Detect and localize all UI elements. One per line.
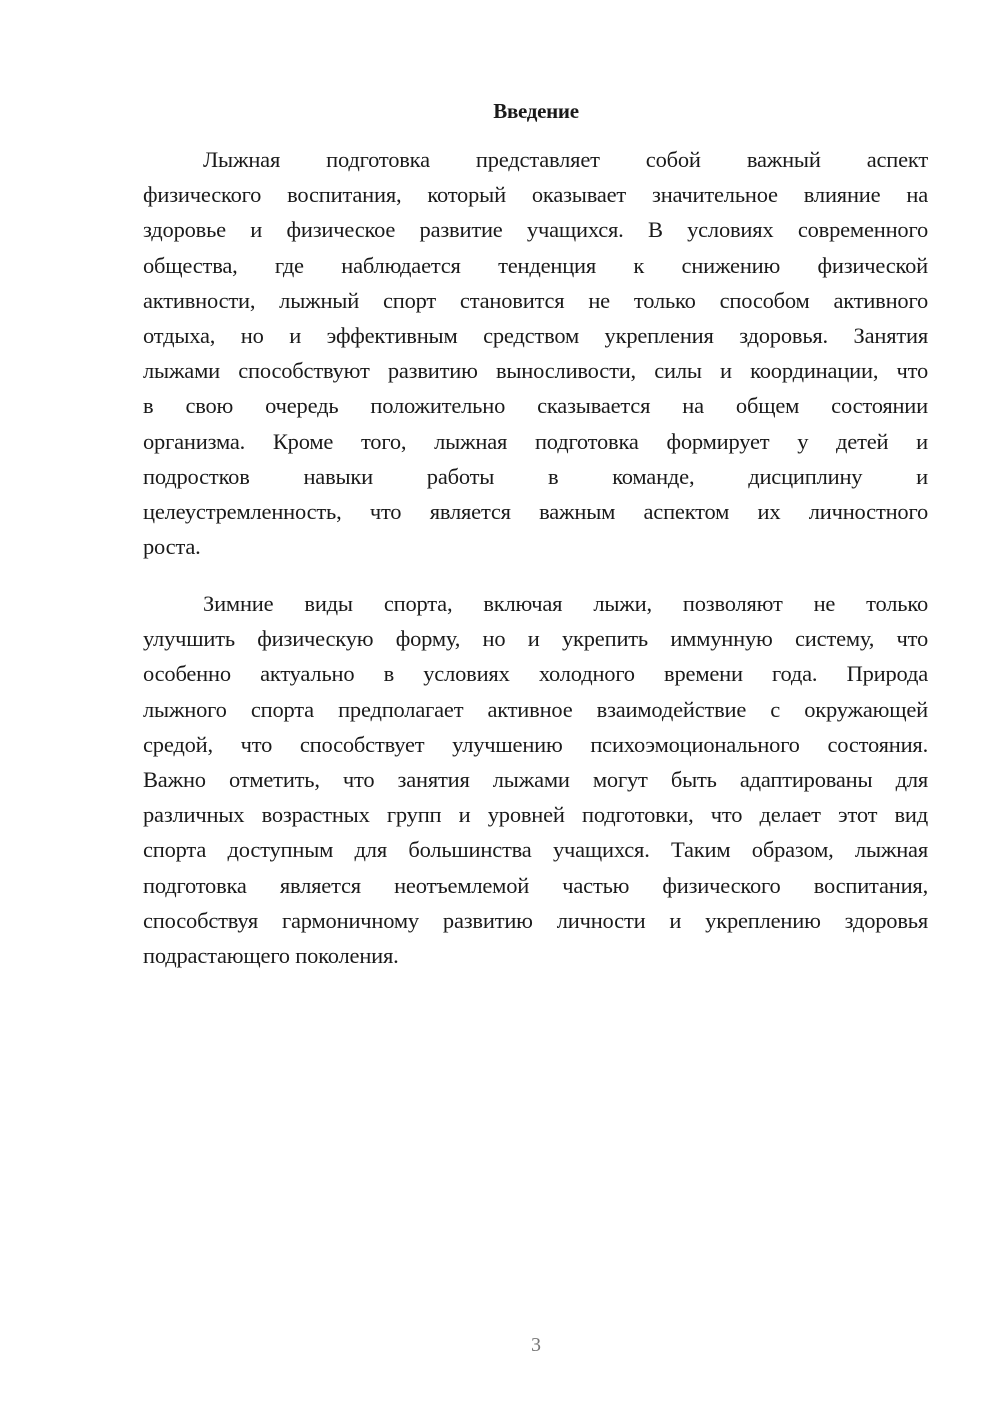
paragraph-1 xyxy=(143,142,928,564)
paragraph-line: подростков навыки работы в команде, дисциплину и xyxy=(143,463,928,489)
paragraph-line: общества, где наблюдается тенденция к снижению физической xyxy=(143,252,928,278)
paragraph-line: способствуя гармоничному развитию личности и укреплению здоровья xyxy=(143,907,928,933)
paragraph-line: различных возрастных групп и уровней подготовки, что делает этот вид xyxy=(143,802,928,828)
paragraph-line: лыжного спорта предполагает активное взаимодействие с окружающей xyxy=(143,696,928,722)
paragraph-line: целеустремленность, что является важным аспектом их личностного xyxy=(143,498,928,524)
paragraph-line: физического воспитания, который оказывает значительное влияние на xyxy=(143,182,928,208)
paragraph-line: особенно актуально в условиях холодного времени года. Природа xyxy=(143,661,928,687)
paragraph-line: лыжами способствуют развитию выносливости, силы и координации, что xyxy=(143,358,928,384)
paragraph-line: улучшить физическую форму, но и укрепить иммунную систему, что xyxy=(143,626,928,652)
paragraph-line: активности, лыжный спорт становится не только способом активного xyxy=(143,287,928,313)
paragraph-line: роста. xyxy=(143,534,201,560)
page-number: 3 xyxy=(531,1334,541,1356)
paragraph-line: Лыжная подготовка представляет собой важный аспект xyxy=(203,147,928,172)
paragraph-line: здоровье и физическое развитие учащихся. В условиях современного xyxy=(143,217,928,243)
paragraph-line: Важно отметить, что занятия лыжами могут быть адаптированы для xyxy=(143,766,928,792)
paragraph-line: подрастающего поколения. xyxy=(143,942,399,968)
section-title: Введение xyxy=(493,99,579,123)
paragraph-2 xyxy=(143,586,928,973)
paragraph-line: в свою очередь положительно сказывается на общем состоянии xyxy=(143,393,928,419)
paragraph-line: спорта доступным для большинства учащихся. Таким образом, лыжная xyxy=(143,837,928,863)
paragraph-line: организма. Кроме того, лыжная подготовка формирует у детей и xyxy=(143,428,928,454)
paragraph-line: отдыха, но и эффективным средством укрепления здоровья. Занятия xyxy=(143,322,928,348)
paragraph-line: Зимние виды спорта, включая лыжи, позволяют не только xyxy=(203,591,928,616)
paragraph-line: подготовка является неотъемлемой частью физического воспитания, xyxy=(143,872,928,898)
paragraph-line: средой, что способствует улучшению психоэмоционального состояния. xyxy=(143,731,928,757)
